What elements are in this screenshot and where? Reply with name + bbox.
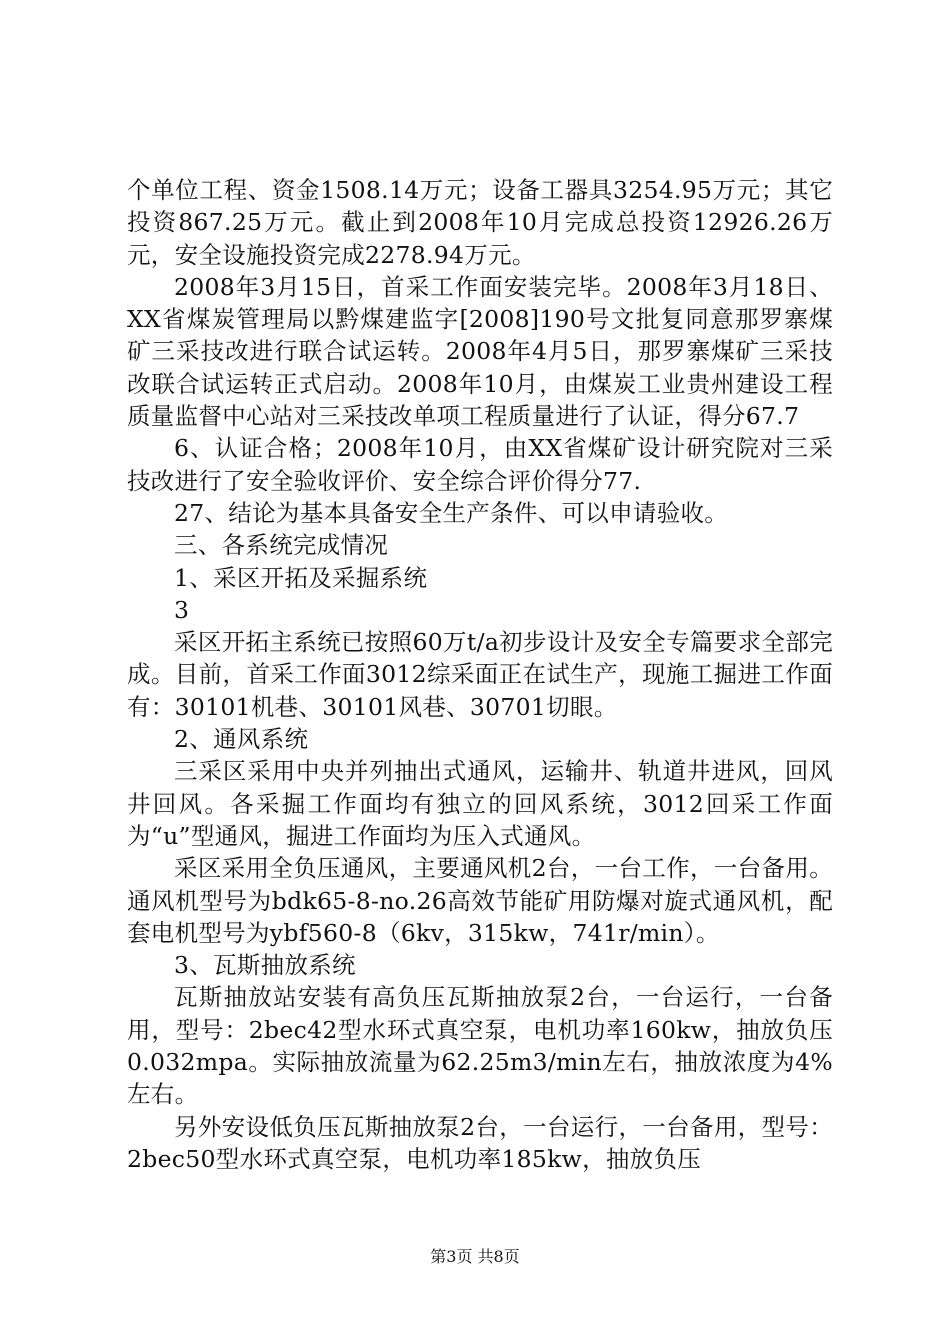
paragraph-2: 2008年3月15日，首采工作面安装完毕。2008年3月18日、XX省煤炭管理局以黔煤建监字[2008]190号文批复同意那罗寨煤矿三采技改进行联合试运转。2008年4月5日，那罗寨煤矿三采技改联合试运转正式启动。2008年10月，由煤炭工业贵州建设工程质量监督中心站对三采技改单项工程质量进行了认证，得分67.7	[127, 272, 833, 431]
paragraph-1: 个单位工程、资金1508.14万元；设备工器具3254.95万元；其它投资867.25万元。截止到2008年10月完成总投资12926.26万元，安全设施投资完成2278.94万元。	[127, 176, 833, 269]
subsection-heading-1: 1、采区开拓及采掘系统	[174, 563, 428, 592]
document-body	[127, 174, 833, 1175]
paragraph-14: 另外安设低负压瓦斯抽放泵2台，一台运行，一台备用，型号：2bec50型水环式真空泵，电机功率185kw，抽放负压	[127, 1112, 833, 1173]
subsection-heading-3: 3、瓦斯抽放系统	[174, 951, 356, 980]
paragraph-8: 采区开拓主系统已按照60万t/a初步设计及安全专篇要求全部完成。目前，首采工作面3012综采面正在试生产，现施工掘进工作面有：30101机巷、30101风巷、30701切眼。	[127, 628, 833, 721]
paragraph-13: 瓦斯抽放站安装有高负压瓦斯抽放泵2台，一台运行，一台备用，型号：2bec42型水环式真空泵，电机功率160kw，抽放负压0.032mpa。实际抽放流量为62.25m3/min左右，抽放浓度为4%左右。	[127, 983, 833, 1109]
page-footer: 第3页 共8页	[430, 1247, 520, 1266]
paragraph-4: 27、结论为基本具备安全生产条件、可以申请验收。	[174, 498, 729, 527]
paragraph-10: 三采区采用中央并列抽出式通风，运输井、轨道井进风，回风井回风。各采掘工作面均有独立的回风系统，3012回采工作面为“u”型通风，掘进工作面均为压入式通风。	[127, 757, 833, 850]
section-heading: 三、各系统完成情况	[174, 531, 389, 560]
page-number-marker: 3	[174, 595, 190, 624]
paragraph-3: 6、认证合格；2008年10月，由XX省煤矿设计研究院对三采技改进行了安全验收评价、安全综合评价得分77.	[127, 434, 833, 495]
paragraph-11: 采区采用全负压通风，主要通风机2台，一台工作，一台备用。通风机型号为bdk65-8-no.26高效节能矿用防爆对旋式通风机，配套电机型号为ybf560-8（6kv，315kw，741r/min）。	[127, 854, 833, 947]
subsection-heading-2: 2、通风系统	[174, 725, 309, 754]
